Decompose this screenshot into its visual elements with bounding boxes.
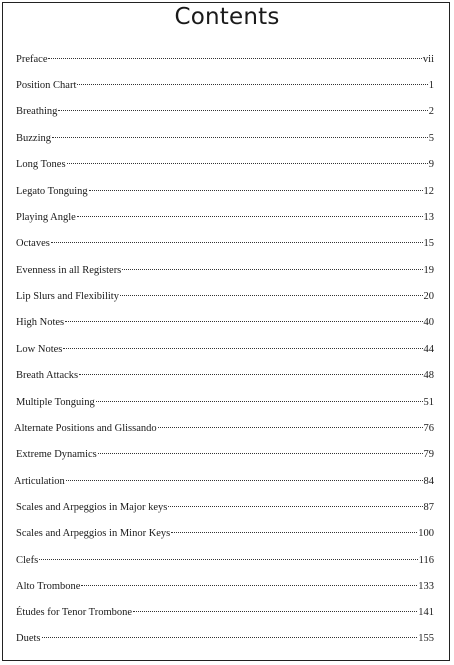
toc-entry-title: Articulation <box>14 476 65 487</box>
toc-entry-title: Preface <box>16 54 48 65</box>
toc-entry-title: Scales and Arpeggios in Major keys <box>16 502 168 513</box>
toc-entry-page: 87 <box>423 502 434 513</box>
toc-entry-title: Octaves <box>16 238 50 249</box>
toc-entry-title: Low Notes <box>16 344 63 355</box>
toc-entry-title: Breathing <box>16 106 58 117</box>
toc-entry-page: 48 <box>423 370 434 381</box>
toc-entry <box>16 370 434 384</box>
toc-entry <box>16 54 434 68</box>
toc-entry <box>16 238 434 252</box>
toc-entry <box>16 633 434 647</box>
toc-entry-title: Extreme Dynamics <box>16 449 97 460</box>
toc-entry <box>16 317 434 331</box>
toc-entry-page: 133 <box>418 581 434 592</box>
toc-entry-page: 84 <box>423 476 434 487</box>
toc-entry-page: 12 <box>423 186 434 197</box>
toc-entry-title: High Notes <box>16 317 65 328</box>
toc-entry <box>16 449 434 463</box>
toc-entry-page: 19 <box>423 265 434 276</box>
toc-entry-page: 5 <box>428 133 434 144</box>
toc-entry-page: 2 <box>428 106 434 117</box>
page-title: Contents <box>174 4 280 30</box>
toc-entry-title: Legato Tonguing <box>16 186 88 197</box>
toc-entry-page: 9 <box>428 159 434 170</box>
toc-entry <box>16 555 434 569</box>
toc-entry <box>16 80 434 94</box>
toc-entry <box>16 581 434 595</box>
toc-entry-page: 76 <box>423 423 434 434</box>
dot-leader <box>77 216 423 217</box>
toc-entry <box>16 212 434 226</box>
toc-entry-page: 40 <box>423 317 434 328</box>
toc-entry-title: Scales and Arpeggios in Minor Keys <box>16 528 171 539</box>
dot-leader <box>81 585 417 586</box>
dot-leader <box>171 532 417 533</box>
toc-entry <box>14 423 434 437</box>
dot-leader <box>58 110 427 111</box>
toc-entry <box>16 159 434 173</box>
dot-leader <box>39 559 417 560</box>
toc-entry-title: Clefs <box>16 555 39 566</box>
toc-entry <box>16 502 434 516</box>
toc-entry <box>16 607 434 621</box>
dot-leader <box>48 58 421 59</box>
toc-entry-title: Duets <box>16 633 41 644</box>
toc-entry <box>16 106 434 120</box>
toc-entry <box>16 291 434 305</box>
dot-leader <box>120 295 423 296</box>
toc-entry-page: 51 <box>423 397 434 408</box>
toc-entry-title: Lip Slurs and Flexibility <box>16 291 119 302</box>
dot-leader <box>168 506 422 507</box>
dot-leader <box>67 163 428 164</box>
dot-leader <box>133 611 417 612</box>
toc-entry-page: 79 <box>423 449 434 460</box>
dot-leader <box>158 427 423 428</box>
dot-leader <box>51 242 423 243</box>
toc-entry <box>14 476 434 490</box>
dot-leader <box>79 374 422 375</box>
toc-entry-page: 15 <box>423 238 434 249</box>
toc-entry-page: 20 <box>423 291 434 302</box>
toc-entry-page: 13 <box>423 212 434 223</box>
toc-entry-page: 44 <box>423 344 434 355</box>
toc-entry-title: Alto Trombone <box>16 581 81 592</box>
toc-entry-page: 116 <box>418 555 434 566</box>
dot-leader <box>42 637 418 638</box>
toc-entry-page: 100 <box>418 528 434 539</box>
toc-entry-title: Playing Angle <box>16 212 76 223</box>
toc-entry-page: 1 <box>428 80 434 91</box>
toc-entry-title: Études for Tenor Trombone <box>16 607 133 618</box>
toc-entry <box>16 186 434 200</box>
dot-leader <box>52 137 428 138</box>
dot-leader <box>98 453 423 454</box>
toc-entry-title: Alternate Positions and Glissando <box>14 423 157 434</box>
dot-leader <box>65 321 422 322</box>
toc-entry-page: 141 <box>418 607 434 618</box>
toc-entry <box>16 528 434 542</box>
toc-entry-page: vii <box>422 54 434 65</box>
dot-leader <box>66 480 423 481</box>
toc-entry <box>16 397 434 411</box>
dot-leader <box>63 348 422 349</box>
dot-leader <box>77 84 427 85</box>
toc-entry-title: Position Chart <box>16 80 77 91</box>
dot-leader <box>122 269 422 270</box>
toc-entry-title: Breath Attacks <box>16 370 79 381</box>
toc-entry-title: Evenness in all Registers <box>16 265 122 276</box>
dot-leader <box>96 401 423 402</box>
toc-entry-title: Buzzing <box>16 133 51 144</box>
toc-entry <box>16 344 434 358</box>
toc-entry-title: Long Tones <box>16 159 66 170</box>
dot-leader <box>89 190 423 191</box>
toc-entry-page: 155 <box>418 633 434 644</box>
toc-entry <box>16 265 434 279</box>
toc-entry-title: Multiple Tonguing <box>16 397 95 408</box>
toc-entry <box>16 133 434 147</box>
